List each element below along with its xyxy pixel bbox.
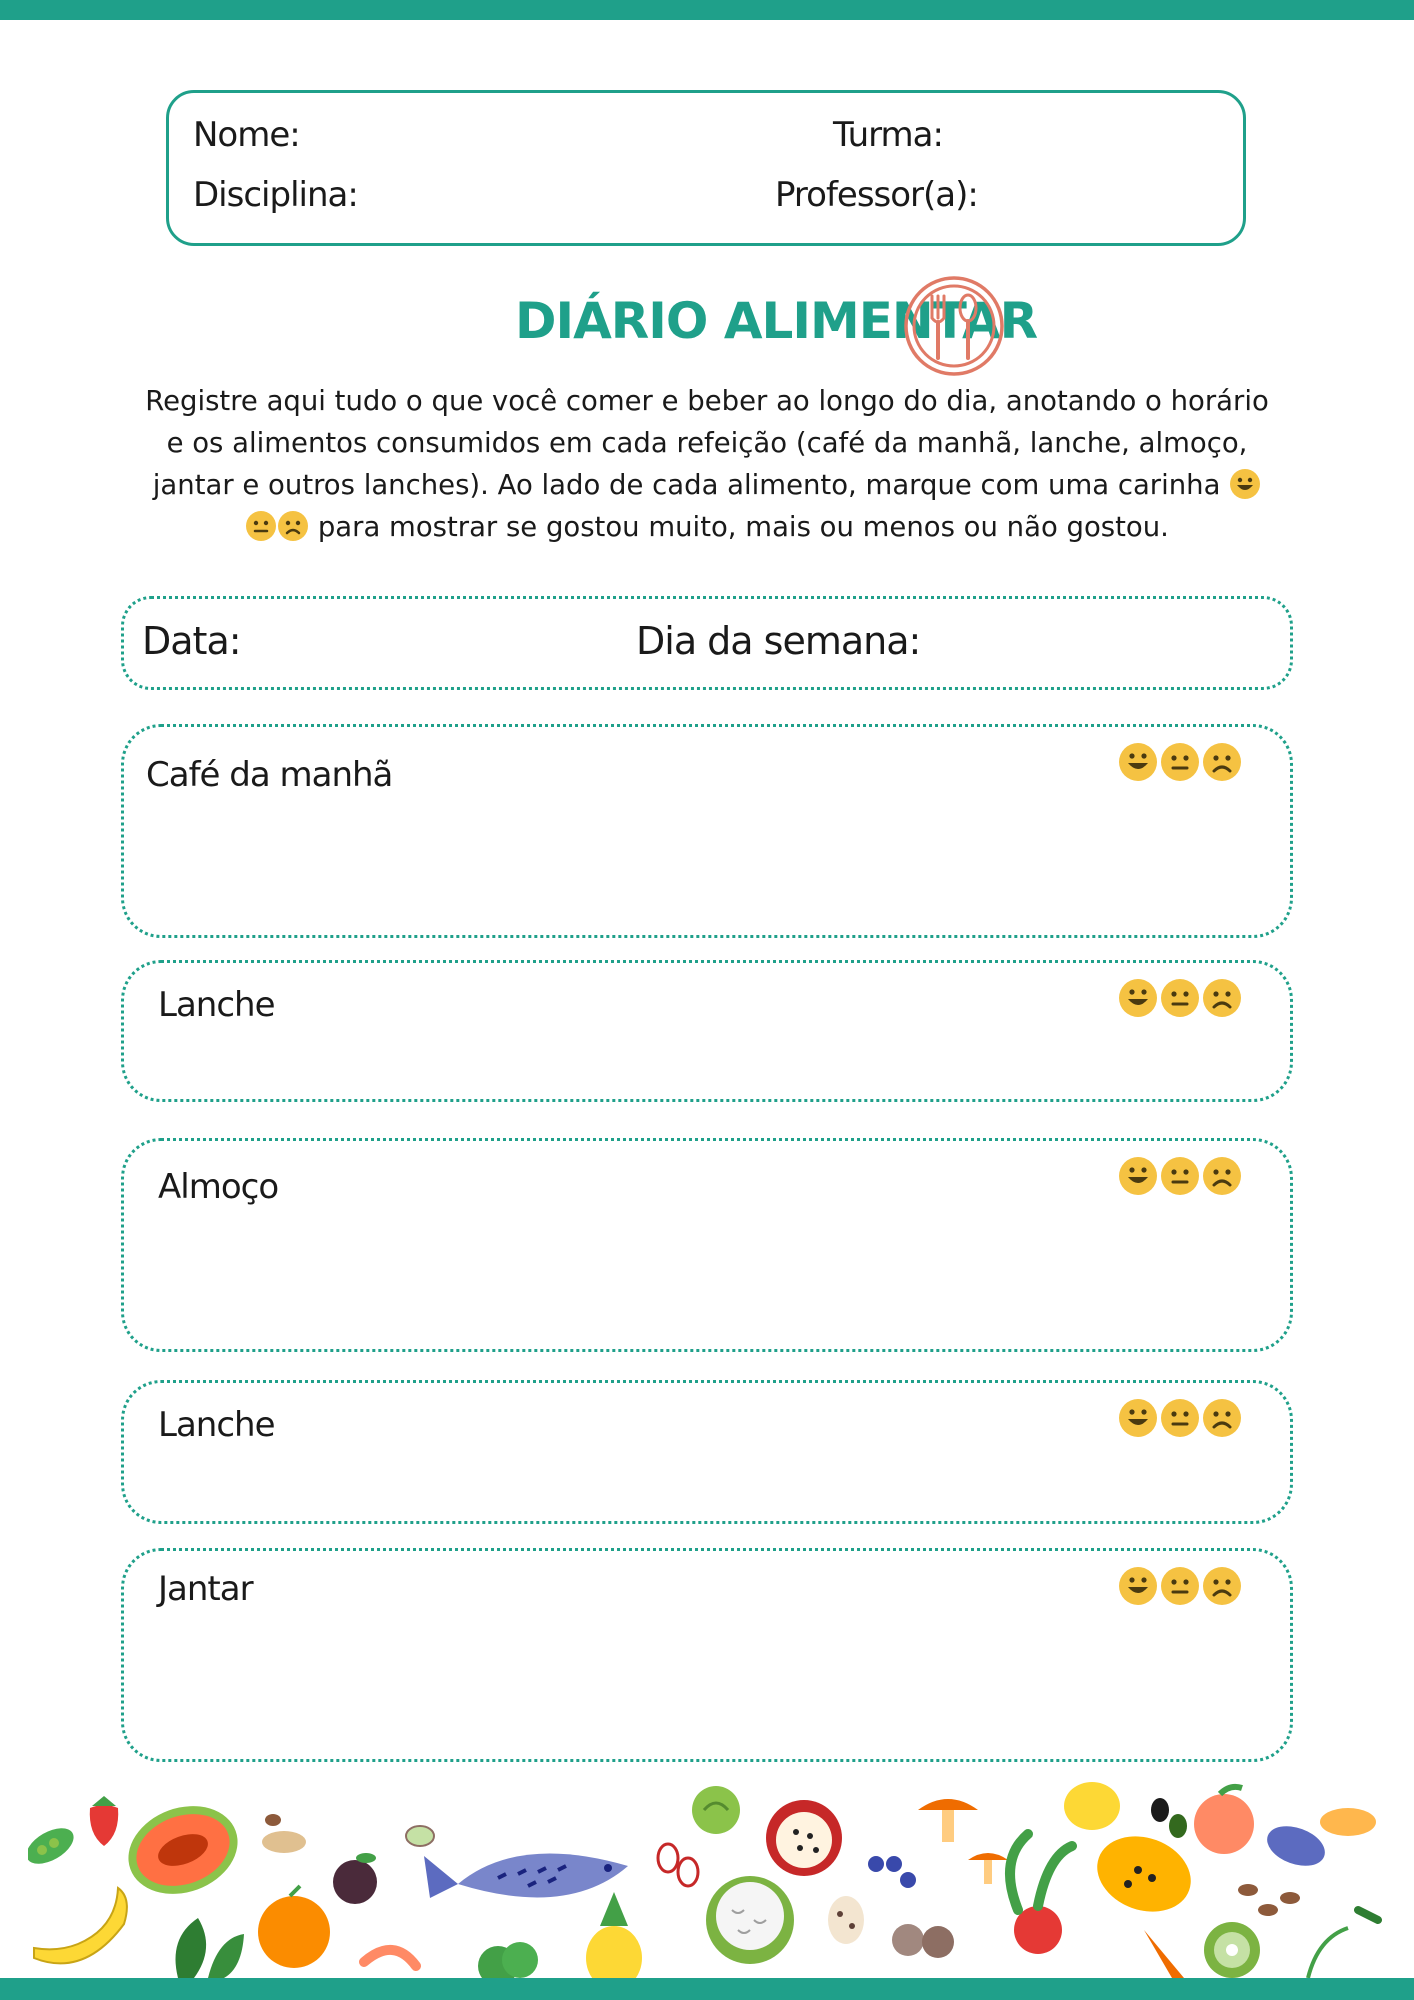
kiwi-icon: [1204, 1922, 1260, 1978]
meal-label: Almoço: [158, 1167, 279, 1207]
rating-faces[interactable]: [1118, 1397, 1242, 1439]
meal-label: Lanche: [158, 1405, 275, 1445]
peach-icon: [1194, 1787, 1254, 1854]
dia-semana-label: Dia da semana:: [636, 619, 921, 663]
neutral-face-icon: [1161, 743, 1199, 781]
meal-box-almoco[interactable]: [121, 1138, 1293, 1352]
meal-label: Lanche: [158, 985, 275, 1025]
pea-pod-icon: [28, 1821, 80, 1871]
lemon-icon: [1064, 1782, 1120, 1830]
plate-fork-spoon-icon: [902, 274, 1006, 378]
strawberry-icon: [90, 1796, 118, 1846]
carrot-icon: [1144, 1930, 1184, 1978]
title-area: [0, 270, 1414, 380]
happy-face-icon: [1119, 979, 1157, 1017]
sad-face-icon: [1203, 1157, 1241, 1195]
date-box: [121, 596, 1293, 690]
instructions-line-4: [96, 506, 1318, 548]
spinach-icon: [176, 1918, 245, 1978]
neutral-face-icon: [1161, 979, 1199, 1017]
cauliflower-icon: [706, 1876, 794, 1964]
pomegranate-icon: [766, 1800, 842, 1876]
herb-icon: [1308, 1910, 1378, 1978]
fish-icon: [424, 1854, 628, 1898]
instructions-line-1: Registre aqui tudo o que você comer e beber ao longo do dia, anotando o horário: [145, 385, 1269, 417]
instructions-line-3-text: jantar e outros lanches). Ao lado de cada alimento, marque com uma carinha: [152, 469, 1221, 501]
turma-label: Turma:: [833, 115, 943, 155]
broccoli-icon: [478, 1942, 538, 1978]
sad-face-icon: [1203, 743, 1241, 781]
happy-face-icon: [1119, 1399, 1157, 1437]
banana-icon: [34, 1888, 127, 1963]
rating-faces[interactable]: [1118, 977, 1242, 1019]
top-color-bar: [0, 0, 1414, 20]
instructions-line-4-text: para mostrar se gostou muito, mais ou menos ou não gostou.: [317, 511, 1169, 543]
shrimp-icon: [364, 1950, 416, 1966]
hazelnut-icon: [892, 1924, 954, 1958]
instructions-paragraph: [96, 380, 1318, 548]
blueberry-icon: [868, 1856, 916, 1888]
data-label: Data:: [142, 619, 241, 663]
pistachio-icon: [406, 1826, 434, 1846]
meal-box-lanche-1[interactable]: [121, 960, 1293, 1102]
happy-face-icon: [1119, 1157, 1157, 1195]
sad-face-icon: [1203, 1567, 1241, 1605]
professor-label: Professor(a):: [775, 175, 978, 215]
pineapple-icon: [586, 1892, 642, 1978]
nome-label: Nome:: [193, 115, 300, 155]
neutral-face-icon: [1161, 1399, 1199, 1437]
egg-icon: [828, 1896, 864, 1944]
olive-icon: [1151, 1798, 1187, 1838]
happy-face-icon: [1119, 1567, 1157, 1605]
almond-icon: [1238, 1884, 1300, 1916]
meal-box-cafe-da-manha[interactable]: [121, 724, 1293, 938]
papaya-slice-icon: [1087, 1824, 1202, 1924]
sad-face-icon: [1203, 979, 1241, 1017]
neutral-face-icon: [245, 510, 277, 542]
plum-icon: [333, 1853, 377, 1904]
meal-label: Jantar: [158, 1569, 253, 1609]
rating-faces[interactable]: [1118, 1565, 1242, 1607]
disciplina-label: Disciplina:: [193, 175, 358, 215]
cabbage-icon: [692, 1786, 740, 1834]
meal-box-jantar[interactable]: [121, 1548, 1293, 1762]
neutral-face-icon: [1161, 1157, 1199, 1195]
radish-icon: [1010, 1834, 1072, 1954]
peanut-icon: [262, 1814, 306, 1853]
instructions-line-3: [96, 464, 1318, 506]
sad-face-icon: [277, 510, 309, 542]
mussel-icon: [1262, 1808, 1376, 1873]
neutral-face-icon: [1161, 1567, 1199, 1605]
food-illustration-footer: [28, 1770, 1386, 1978]
mushroom-icon: [918, 1799, 1008, 1884]
meal-box-lanche-2[interactable]: [121, 1380, 1293, 1524]
page-title: DIÁRIO ALIMENTAR: [515, 292, 1038, 350]
student-info-box: [166, 90, 1246, 246]
happy-face-icon: [1229, 468, 1261, 500]
orange-icon: [258, 1886, 330, 1968]
bottom-color-bar: [0, 1978, 1414, 2000]
happy-face-icon: [1119, 743, 1157, 781]
sad-face-icon: [1203, 1399, 1241, 1437]
meal-label: Café da manhã: [146, 755, 393, 795]
beans-icon: [658, 1844, 698, 1886]
rating-faces[interactable]: [1118, 1155, 1242, 1197]
rating-faces[interactable]: [1118, 741, 1242, 783]
papaya-icon: [116, 1791, 250, 1908]
instructions-line-2: e os alimentos consumidos em cada refeição (café da manhã, lanche, almoço,: [166, 427, 1248, 459]
